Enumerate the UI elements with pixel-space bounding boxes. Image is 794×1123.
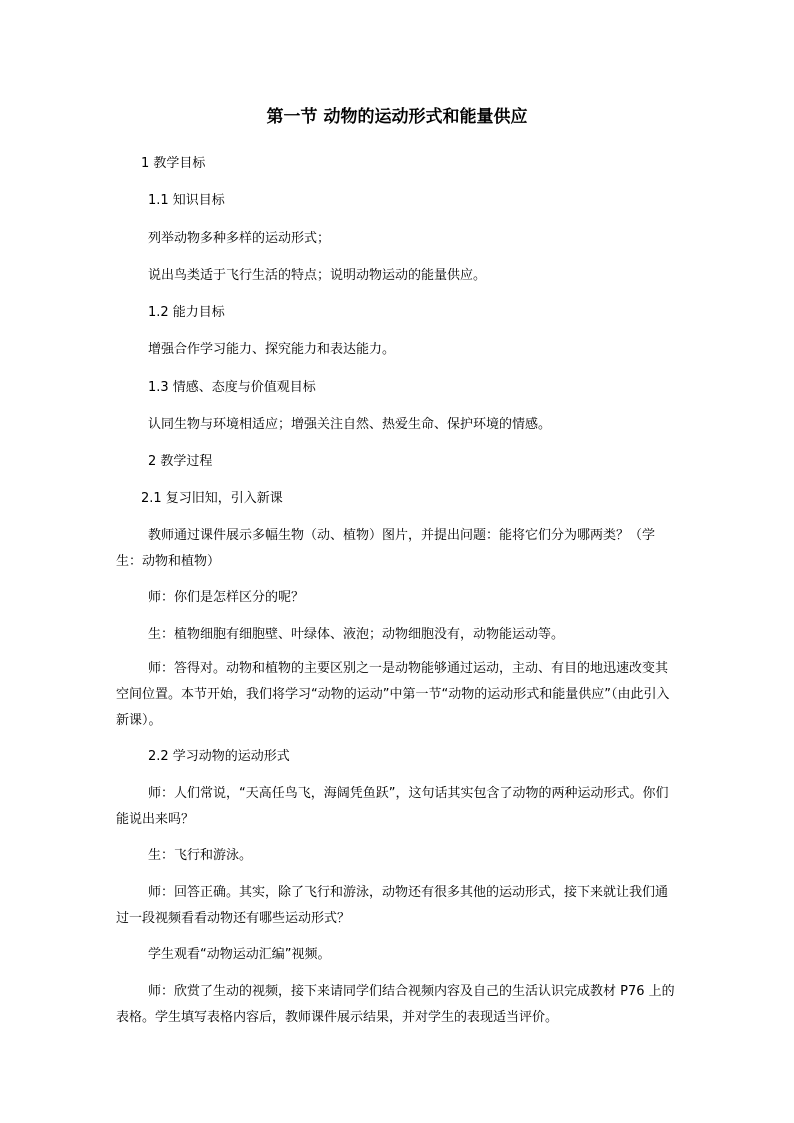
section-heading-teaching-goals: 1 教学目标 [141,156,206,171]
paragraph: 说出鸟类适于飞行生活的特点；说明动物运动的能量供应。 [148,268,487,283]
paragraph: 教师通过课件展示多幅生物（动、植物）图片，并提出问题：能将它们分为哪两类？（学生：动物和植物） [116,528,656,569]
paragraph: 师：人们常说，“天高任鸟飞，海阔凭鱼跃”，这句话其实包含了动物的两种运动形式。你们能说出来吗？ [116,786,669,827]
subheading-review: 2.1 复习旧知，引入新课 [141,491,283,506]
paragraph: 师：回答正确。其实，除了飞行和游泳，动物还有很多其他的运动形式，接下来就让我们通过一段视频看看动物还有哪些运动形式？ [116,885,669,926]
section-heading-teaching-process: 2 教学过程 [148,454,213,469]
subheading-emotion-goals: 1.3 情感、态度与价值观目标 [148,380,316,395]
subheading-ability-goals: 1.2 能力目标 [148,305,225,320]
paragraph: 生：飞行和游泳。 [148,848,253,863]
subheading-motion-forms: 2.2 学习动物的运动形式 [148,749,290,764]
paragraph: 认同生物与环境相适应；增强关注自然、热爱生命、保护环境的情感。 [148,417,552,432]
subheading-knowledge-goals: 1.1 知识目标 [148,193,225,208]
paragraph: 生：植物细胞有细胞壁、叶绿体、液泡；动物细胞没有，动物能运动等。 [148,627,565,642]
paragraph: 列举动物多种多样的运动形式； [148,231,331,246]
page-title: 第一节 动物的运动形式和能量供应 [266,107,528,127]
paragraph: 学生观看“动物运动汇编”视频。 [148,947,331,962]
paragraph: 增强合作学习能力、探究能力和表达能力。 [148,342,396,357]
paragraph: 师：欣赏了生动的视频，接下来请同学们结合视频内容及自己的生活认识完成教材 P76 上的表格。学生填写表格内容后，教师课件展示结果，并对学生的表现适当评价。 [116,984,675,1025]
paragraph: 师：你们是怎样区分的呢？ [148,590,305,605]
paragraph: 师：答得对。动物和植物的主要区别之一是动物能够通过运动，主动、有目的地迅速改变其空间位置。本节开始，我们将学习“动物的运动”中第一节“动物的运动形式和能量供应”（由此引入新课）。 [116,661,670,728]
